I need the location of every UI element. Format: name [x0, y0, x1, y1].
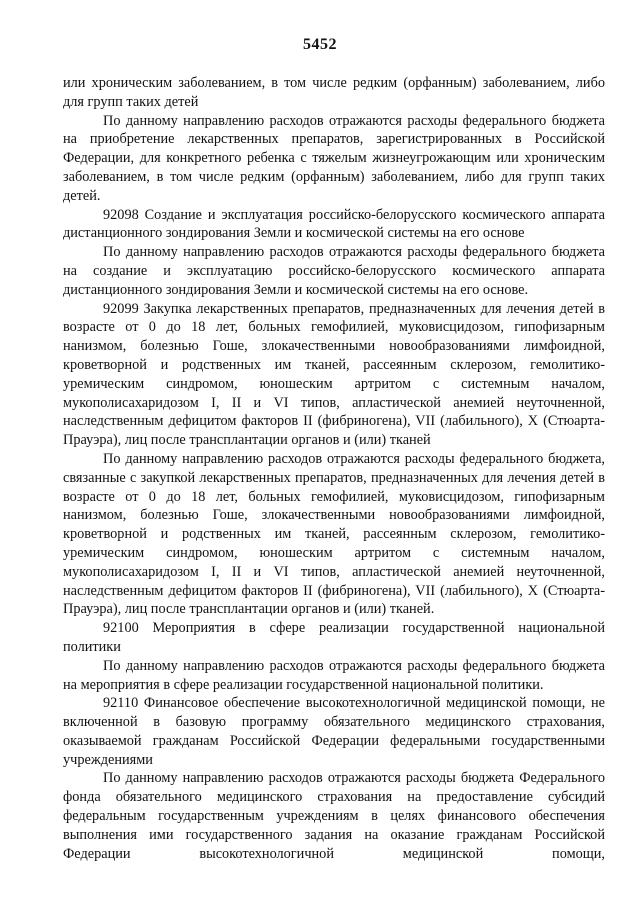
paragraph-code-heading: 92110 Финансовое обеспечение высокотехнологичной медицинской помощи, не включенной в базовую программу обязательного медицинского страхования, оказываемой гражданам Российской Федерации федеральными государственными учреждениями [63, 695, 605, 768]
document-body [63, 74, 605, 863]
paragraph-code-heading: 92099 Закупка лекарственных препаратов, предназначенных для лечения детей в возрасте от 0 до 18 лет, больных гемофилией, муковисцидозом, гипофизарным нанизмом, болезнью Гоше, злокачественными новообразованиями лимфоидной, кроветворной и родственных им тканей, рассеянным склерозом, гемолитико-уремическим синдромом, юношеским артритом с системным началом, мукополисахаридозом I, II и VI типов, апластической анемией неуточненной, наследственным дефицитом факторов II (фибриногена), VII (лабильного), X (Стюарта-Прауэра), лиц после трансплантации органов и (или) тканей [63, 300, 605, 449]
paragraph-description: По данному направлению расходов отражаются расходы федерального бюджета на мероприятия в сфере реализации государственной национальной политики. [63, 657, 605, 693]
paragraph-continuation: или хроническим заболеванием, в том числе редким (орфанным) заболеванием, либо для групп таких детей [63, 75, 605, 110]
paragraph-code-heading: 92098 Создание и эксплуатация российско-белорусского космического аппарата дистанционного зондирования Земли и космической системы на его основе [63, 206, 605, 242]
paragraph-description: По данному направлению расходов отражаются расходы федерального бюджета, связанные с закупкой лекарственных препаратов, предназначенных для лечения детей в возрасте от 0 до 18 лет, больных гемофилией, муковисцидозом, гипофизарным нанизмом, болезнью Гоше, злокачественными новообразованиями лимфоидной, кроветворной и родственных им тканей, рассеянным склерозом, гемолитико-уремическим синдромом, юношеским артритом с системным началом, мукополисахаридозом I, II и VI типов, апластической анемией неуточненной, наследственным дефицитом факторов II (фибриногена), VII (лабильного), X (Стюарта-Прауэра), лиц после трансплантации органов и (или) тканей. [63, 450, 605, 618]
paragraph-code-heading: 92100 Мероприятия в сфере реализации государственной национальной политики [63, 620, 605, 655]
page-number: 5452 [303, 36, 337, 53]
paragraph-description: По данному направлению расходов отражаются расходы бюджета Федерального фонда обязательного медицинского страхования на предоставление субсидий федеральным государственным учреждениям в целях финансового обеспечения выполнения ими государственного задания на оказание гражданам Российской Федерации высокотехнологичной медицинской помощи, [63, 770, 605, 862]
paragraph-description: По данному направлению расходов отражаются расходы федерального бюджета на создание и эксплуатацию российско-белорусского космического аппарата дистанционного зондирования Земли и космической системы на его основе. [63, 244, 605, 298]
paragraph-description: По данному направлению расходов отражаются расходы федерального бюджета на приобретение лекарственных препаратов, зарегистрированных в Российской Федерации, для конкретного ребенка с тяжелым жизнеугрожающим или хроническим заболеванием, в том числе редким (орфанным) заболеванием, либо для групп таких детей. [63, 112, 605, 204]
